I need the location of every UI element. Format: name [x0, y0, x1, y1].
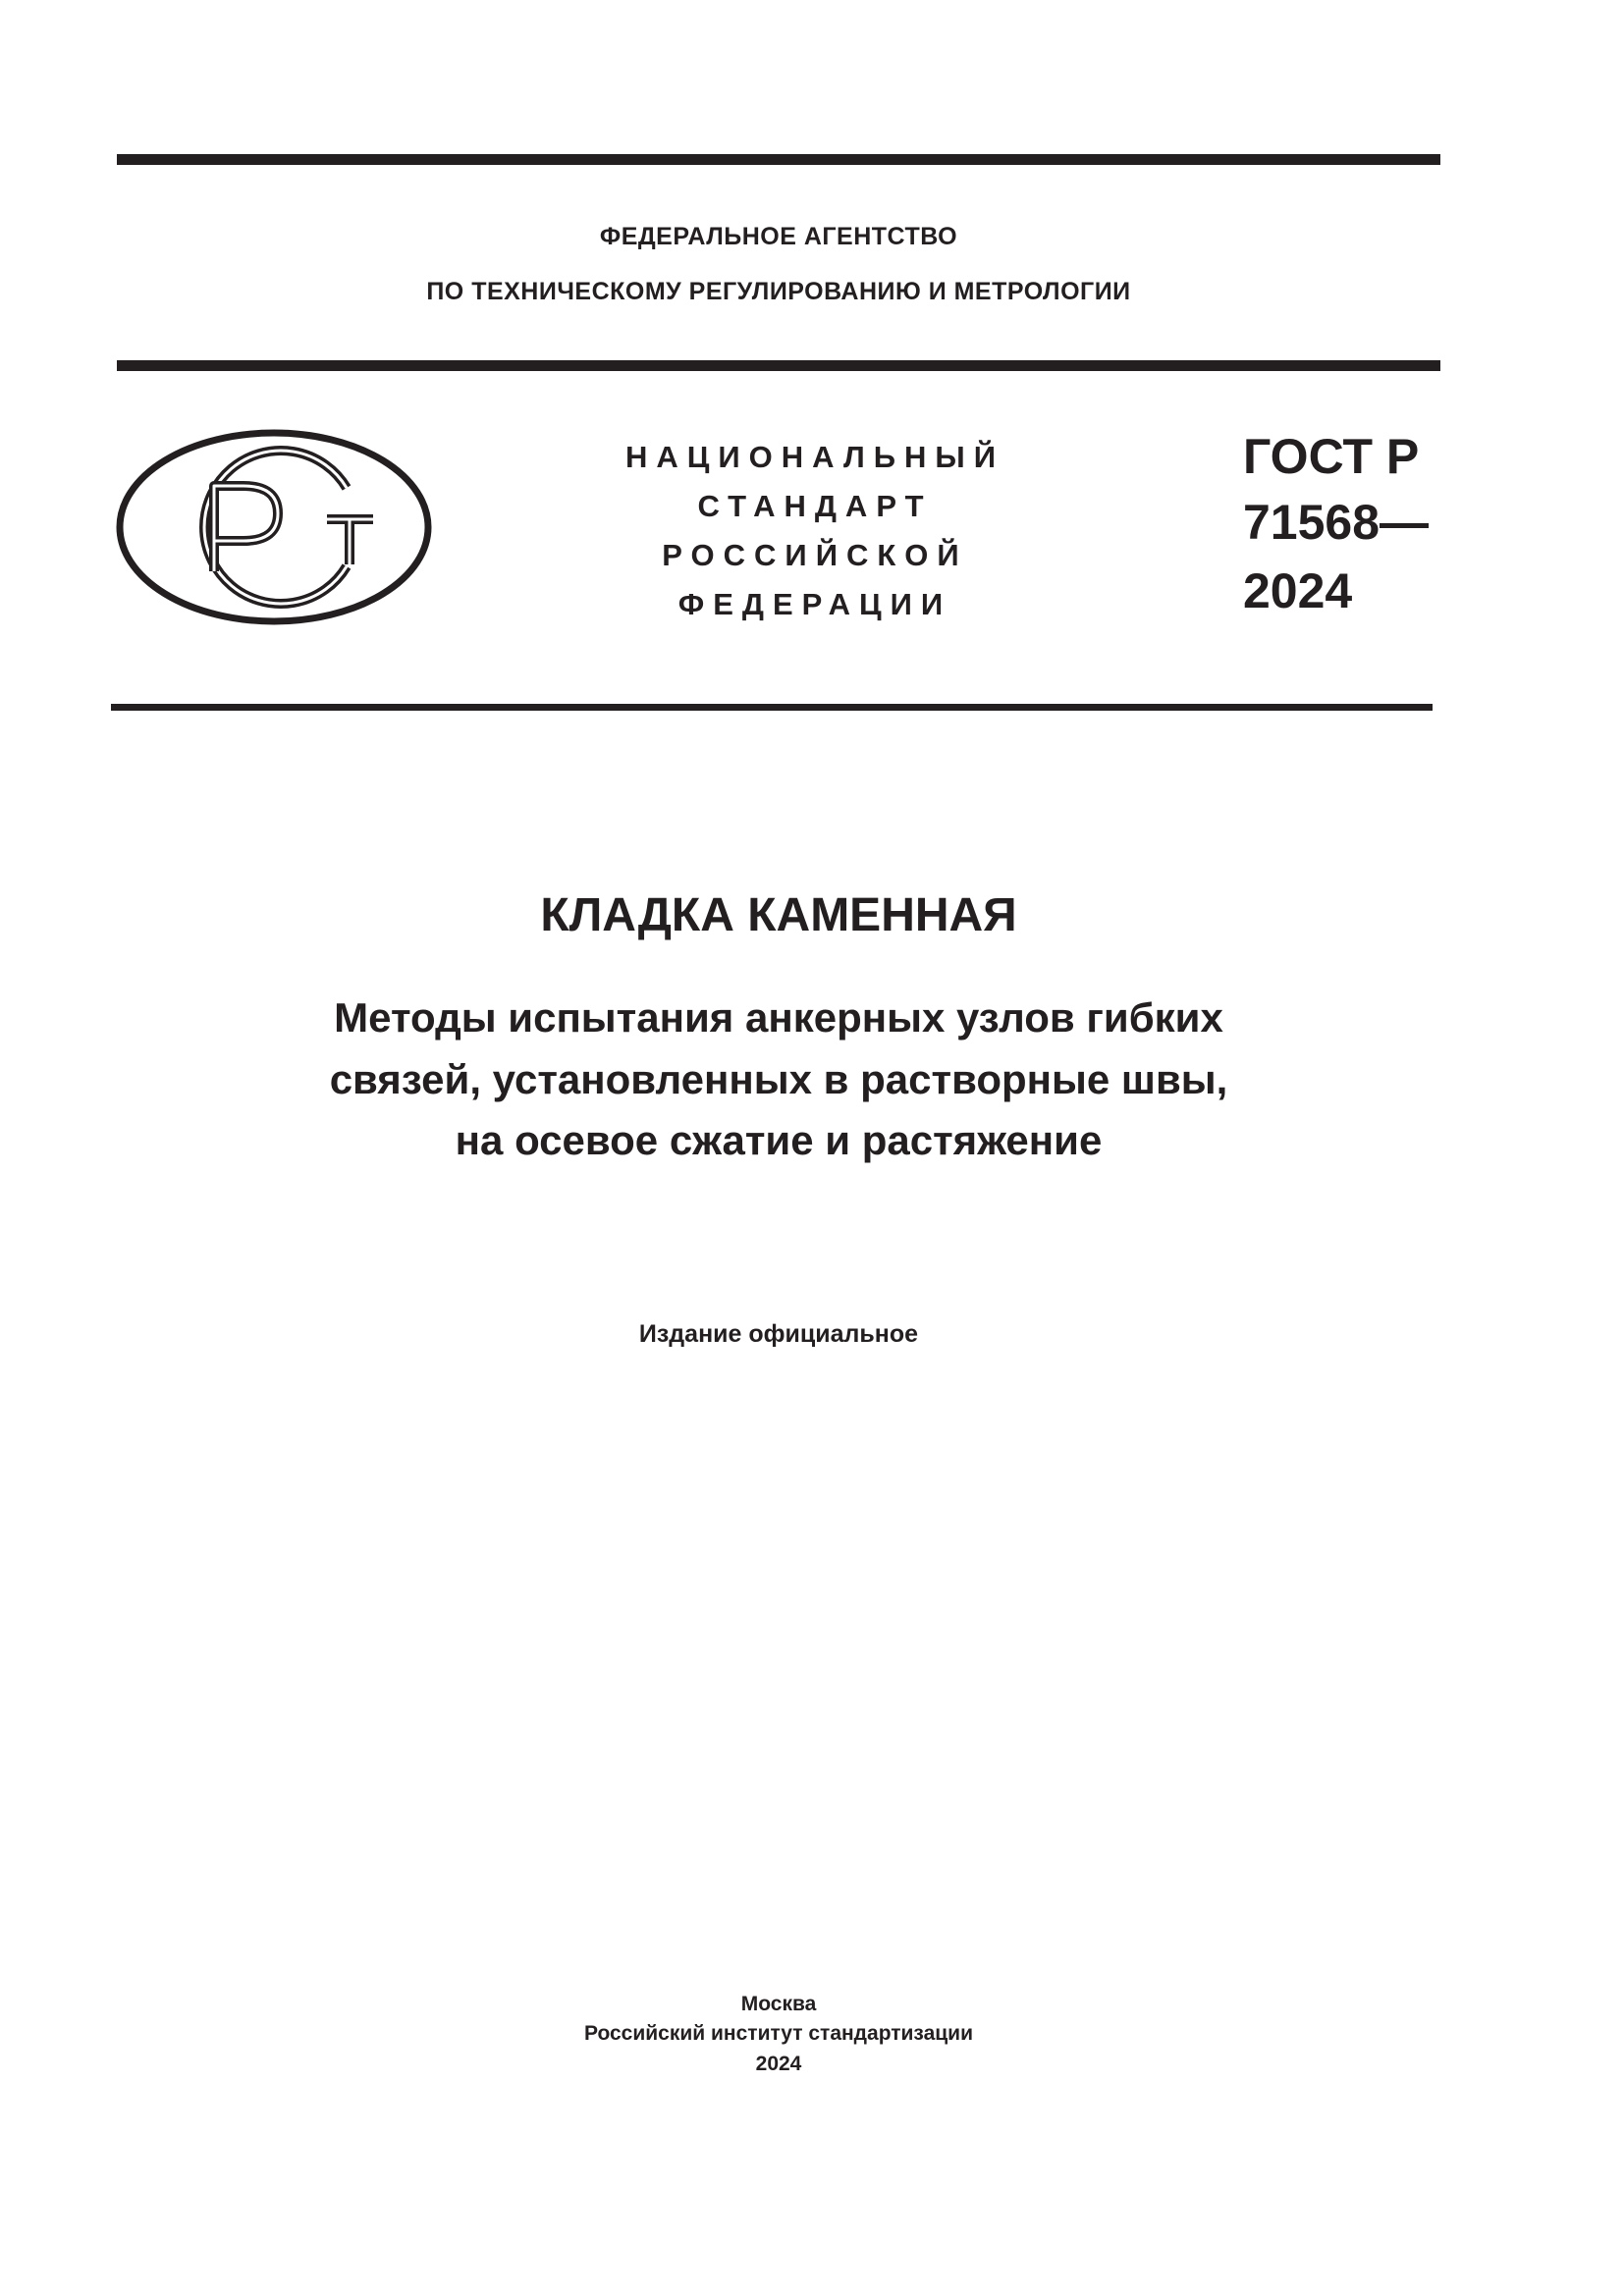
document-subtitle-line-3: на осевое сжатие и растяжение [455, 1117, 1103, 1163]
document-subtitle-line-1: Методы испытания анкерных узлов гибких [334, 994, 1223, 1041]
standard-type-line-3: РОССИЙСКОЙ [662, 538, 968, 572]
standard-type-line-4: ФЕДЕРАЦИИ [677, 587, 952, 621]
imprint-year: 2024 [755, 2053, 802, 2075]
imprint-city: Москва [740, 1993, 817, 2015]
middle-rule [117, 360, 1440, 371]
document-subtitle-line-2: связей, установленных в растворные швы, [329, 1056, 1228, 1102]
designation-line-3: 2024 [1243, 563, 1353, 618]
standard-type-line-1: НАЦИОНАЛЬНЫЙ [624, 440, 1005, 474]
agency-name-line-1: ФЕДЕРАЛЬНОЕ АГЕНТСТВО [599, 223, 958, 250]
imprint-publisher: Российский институт стандартизации [583, 2022, 974, 2045]
document-title: КЛАДКА КАМЕННАЯ [540, 889, 1017, 941]
bottom-rule [111, 704, 1433, 711]
rst-logo [116, 429, 432, 625]
agency-name-line-2: ПО ТЕХНИЧЕСКОМУ РЕГУЛИРОВАНИЮ И МЕТРОЛОГИИ [426, 278, 1131, 305]
top-rule [117, 154, 1440, 165]
edition-note: Издание официальное [638, 1320, 919, 1348]
standard-type-line-2: СТАНДАРТ [697, 489, 933, 523]
designation-line-1: ГОСТ Р [1243, 429, 1420, 484]
designation-line-2: 71568— [1243, 495, 1430, 550]
